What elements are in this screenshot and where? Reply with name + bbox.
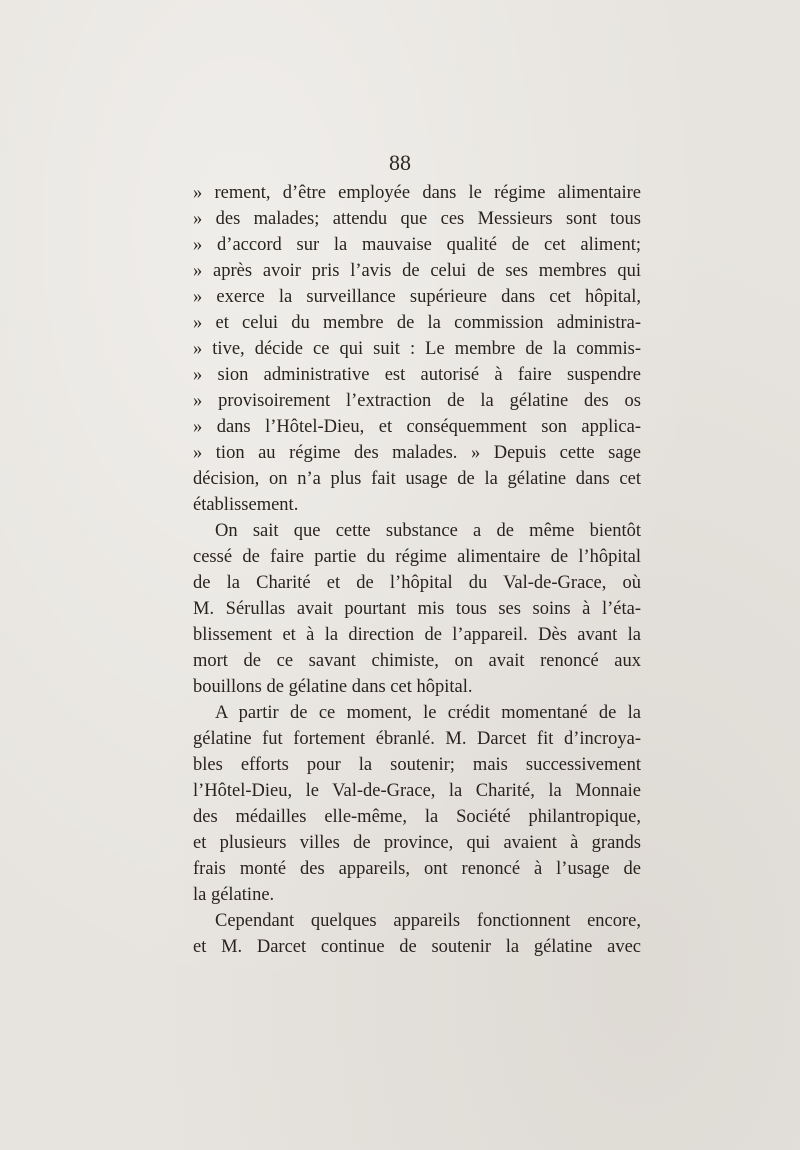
text-line: frais monté des appareils, ont renoncé à l’usage de xyxy=(193,859,641,879)
text-line: » tion au régime des malades. » Depuis cette sage xyxy=(193,443,641,463)
text-line: » tive, décide ce qui suit : Le membre de la commis- xyxy=(193,339,641,359)
text-line: Cependant quelques appareils fonctionnent encore, xyxy=(215,911,641,931)
text-line: cessé de faire partie du régime alimentaire de l’hôpital xyxy=(193,547,641,567)
text-line: bouillons de gélatine dans cet hôpital. xyxy=(193,677,473,697)
text-line: et M. Darcet continue de soutenir la gélatine avec xyxy=(193,937,641,957)
text-line: gélatine fut fortement ébranlé. M. Darcet fit d’incroya- xyxy=(193,729,641,749)
text-line: » rement, d’être employée dans le régime alimentaire xyxy=(193,183,641,203)
text-line: » d’accord sur la mauvaise qualité de cet aliment; xyxy=(193,235,641,255)
text-line: » sion administrative est autorisé à faire suspendre xyxy=(193,365,641,385)
text-line: blissement et à la direction de l’appareil. Dès avant la xyxy=(193,625,641,645)
text-line: l’Hôtel-Dieu, le Val-de-Grace, la Charité, la Monnaie xyxy=(193,781,641,801)
text-line: de la Charité et de l’hôpital du Val-de-Grace, où xyxy=(193,573,641,593)
text-line: mort de ce savant chimiste, on avait renoncé aux xyxy=(193,651,641,671)
body-text xyxy=(193,180,641,960)
text-line: des médailles elle-même, la Société philantropique, xyxy=(193,807,641,827)
text-line: décision, on n’a plus fait usage de la gélatine dans cet xyxy=(193,469,641,489)
text-line: » des malades; attendu que ces Messieurs sont tous xyxy=(193,209,641,229)
text-line: établissement. xyxy=(193,495,299,515)
text-line: » provisoirement l’extraction de la gélatine des os xyxy=(193,391,641,411)
text-line: » exerce la surveillance supérieure dans cet hôpital, xyxy=(193,287,641,307)
text-line: bles efforts pour la soutenir; mais successivement xyxy=(193,755,641,775)
text-line: On sait que cette substance a de même bientôt xyxy=(215,521,641,541)
text-line: M. Sérullas avait pourtant mis tous ses soins à l’éta- xyxy=(193,599,641,619)
page-number: 88 xyxy=(389,150,411,175)
text-line: et plusieurs villes de province, qui avaient à grands xyxy=(193,833,641,853)
text-line: la gélatine. xyxy=(193,885,275,905)
text-line: » et celui du membre de la commission administra- xyxy=(193,313,641,333)
text-line: A partir de ce moment, le crédit momentané de la xyxy=(215,703,641,723)
text-line: » dans l’Hôtel-Dieu, et conséquemment son applica- xyxy=(193,417,641,437)
text-line: » après avoir pris l’avis de celui de ses membres qui xyxy=(193,261,641,281)
